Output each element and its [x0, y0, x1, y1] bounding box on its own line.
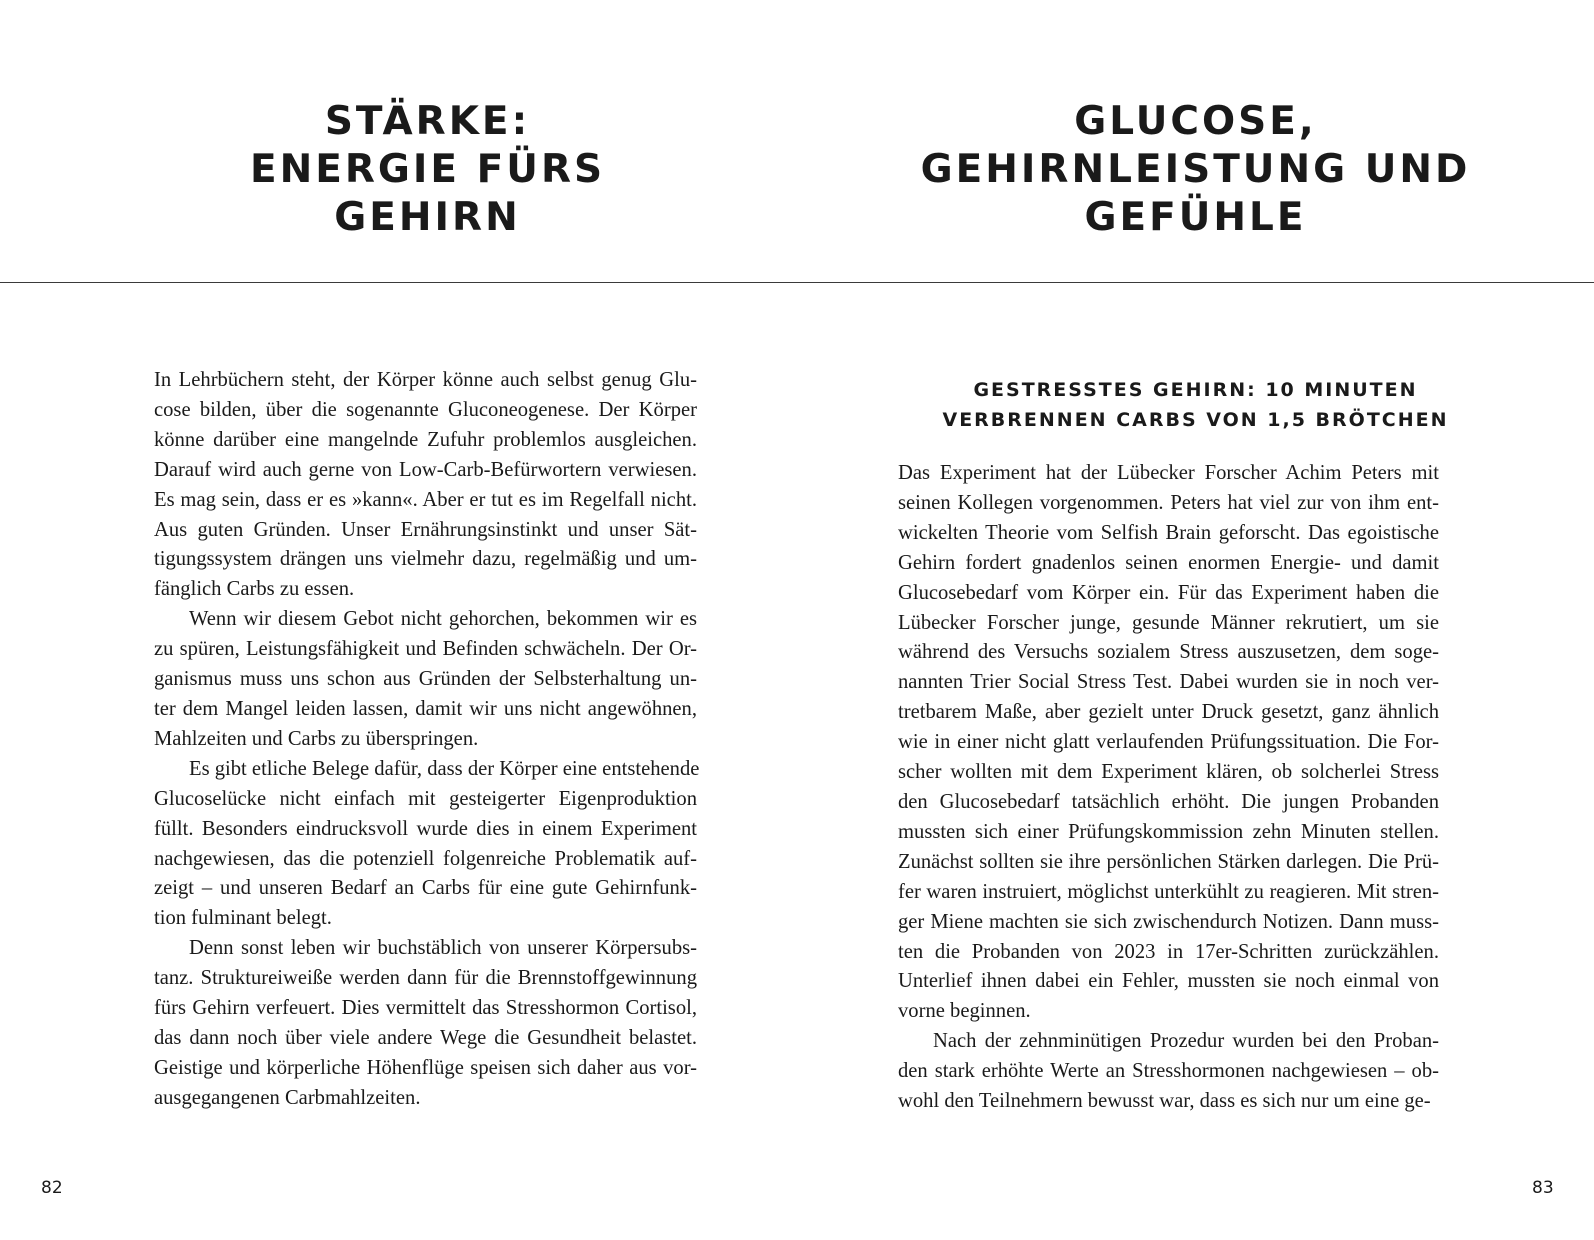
text-line: wohl den Teilnehmern bewusst war, dass es sich nur um eine ge- [898, 1090, 1431, 1113]
text-line: Glucoselücke nicht einfach mit gesteigerter Eigenproduktion [154, 787, 697, 810]
text-line: das dann noch über viele andere Wege die Gesundheit belastet. [154, 1026, 697, 1049]
paragraph [898, 1027, 1439, 1117]
text-line: tretbarem Maße, aber gezielt unter Druck gesetzt, ganz ähnlich [898, 701, 1439, 724]
text-line: cose bilden, über die sogenannte Gluconeogenese. Der Körper [154, 398, 697, 421]
text-line: Darauf wird auch gerne von Low-Carb-Befürwortern verwiesen. [154, 458, 697, 481]
right-page [797, 0, 1594, 1240]
text-line: In Lehrbüchern steht, der Körper könne auch selbst genug Glu- [154, 369, 697, 391]
text-line: Geistige und körperliche Höhenflüge speisen sich daher aus vor- [154, 1056, 697, 1079]
text-line: ten die Probanden von 2023 in 17er-Schritten zurückzählen. [898, 940, 1439, 963]
text-line: fer waren instruiert, möglichst unterkühlt zu reagieren. Mit stren- [898, 880, 1439, 903]
text-line: tanz. Struktureiweiße werden dann für die Brennstoffgewinnung [154, 967, 697, 990]
title-line: GEHIRNLEISTUNG UND [920, 147, 1471, 192]
paragraph [154, 934, 697, 1113]
text-line: fänglich Carbs zu essen. [154, 578, 355, 601]
text-line: nachgewiesen, das die potenziell folgenreiche Problematik auf- [154, 847, 697, 870]
paragraph [898, 459, 1439, 1027]
page-number-right: 83 [1532, 1178, 1554, 1198]
page-number-left: 82 [41, 1178, 63, 1198]
text-line: zu spüren, Leistungsfähigkeit und Befinden schwächeln. Der Or- [154, 638, 697, 661]
text-line: Zunächst sollten sie ihre persönlichen Stärken darlegen. Die Prü- [898, 850, 1439, 873]
text-line: füllt. Besonders eindrucksvoll wurde dies in einem Experiment [154, 817, 697, 840]
text-line: während des Versuchs sozialem Stress auszusetzen, dem soge- [898, 641, 1439, 664]
text-line: Gehirn fordert gnadenlos seinen enormen Energie- und damit [898, 551, 1439, 574]
text-line: könne darüber eine mangelnde Zufuhr problemlos ausgleichen. [154, 428, 697, 451]
section-subheading [797, 375, 1594, 435]
text-line: ausgegangenen Carbmahlzeiten. [154, 1086, 421, 1109]
text-line: nannten Trier Social Stress Test. Dabei wurden sie in noch ver- [898, 671, 1439, 694]
text-line: mussten sich einer Prüfungskommission zehn Minuten stellen. [898, 820, 1439, 843]
text-line: seinen Kollegen vorgenommen. Peters hat viel zur von ihm ent- [898, 491, 1439, 514]
text-line: vorne beginnen. [898, 1000, 1031, 1023]
text-line: Mahlzeiten und Carbs zu überspringen. [154, 727, 479, 750]
text-line: ganismus muss uns schon aus Gründen der Selbsterhaltung un- [154, 668, 697, 691]
text-line: Glucosebedarf vom Körper ein. Für das Experiment haben die [898, 581, 1439, 604]
title-line: STÄRKE: [324, 99, 531, 144]
text-line: ger Miene machten sie sich zwischendurch Notizen. Dann muss- [898, 910, 1439, 933]
text-line: Denn sonst leben wir buchstäblich von unserer Körpersubs- [189, 937, 697, 960]
text-line: tion fulminant belegt. [154, 907, 332, 930]
body-text-left [154, 366, 700, 1114]
text-line: Nach der zehnminütigen Prozedur wurden bei den Proban- [933, 1030, 1439, 1053]
text-line: Wenn wir diesem Gebot nicht gehorchen, bekommen wir es [189, 608, 697, 631]
text-line: wie in einer nicht glatt verlaufenden Prüfungssituation. Die For- [898, 731, 1439, 754]
text-line: fürs Gehirn verfeuert. Dies vermittelt das Stresshormon Cortisol, [154, 997, 697, 1020]
text-line: Unterlief ihnen dabei ein Fehler, mussten sie noch einmal von [898, 970, 1439, 993]
text-line: ter dem Mangel leiden lassen, damit wir uns nicht angewöhnen, [154, 697, 697, 720]
paragraph [154, 755, 700, 934]
chapter-title-left [0, 98, 855, 242]
title-line: GLUCOSE, [1074, 99, 1317, 144]
text-line: den Glucosebedarf tatsächlich erhöht. Die jungen Probanden [898, 790, 1439, 813]
subheading-line: GESTRESSTES GEHIRN: 10 MINUTEN [973, 379, 1418, 401]
paragraph [154, 366, 697, 605]
text-line: wickelten Theorie vom Selfish Brain geforscht. Das egoistische [898, 521, 1439, 544]
text-line: zeigt – und unseren Bedarf an Carbs für eine gute Gehirnfunk- [154, 877, 697, 900]
text-line: tigungssystem drängen uns vielmehr dazu, regelmäßig und um- [154, 548, 697, 571]
text-line: Lübecker Forscher junge, gesunde Männer rekrutiert, um sie [898, 611, 1439, 634]
text-line: scher wollten mit dem Experiment klären, ob solcherlei Stress [898, 761, 1439, 784]
title-line: GEFÜHLE [1084, 195, 1307, 240]
chapter-title-right [797, 98, 1594, 242]
title-line: GEHIRN [334, 195, 521, 240]
text-line: Es mag sein, dass er es »kann«. Aber er tut es im Regelfall nicht. [154, 488, 697, 511]
body-text-right [898, 459, 1439, 1117]
subheading-line: VERBRENNEN CARBS VON 1,5 BRÖTCHEN [942, 409, 1449, 431]
text-line: Aus guten Gründen. Unser Ernährungsinstinkt und unser Sät- [154, 518, 697, 541]
text-line: Das Experiment hat der Lübecker Forscher Achim Peters mit [898, 462, 1439, 484]
paragraph [154, 605, 697, 755]
title-line: ENERGIE FÜRS [249, 147, 606, 192]
text-line: den stark erhöhte Werte an Stresshormonen nachgewiesen – ob- [898, 1060, 1439, 1083]
text-line: Es gibt etliche Belege dafür, dass der Körper eine entstehende [189, 757, 700, 780]
